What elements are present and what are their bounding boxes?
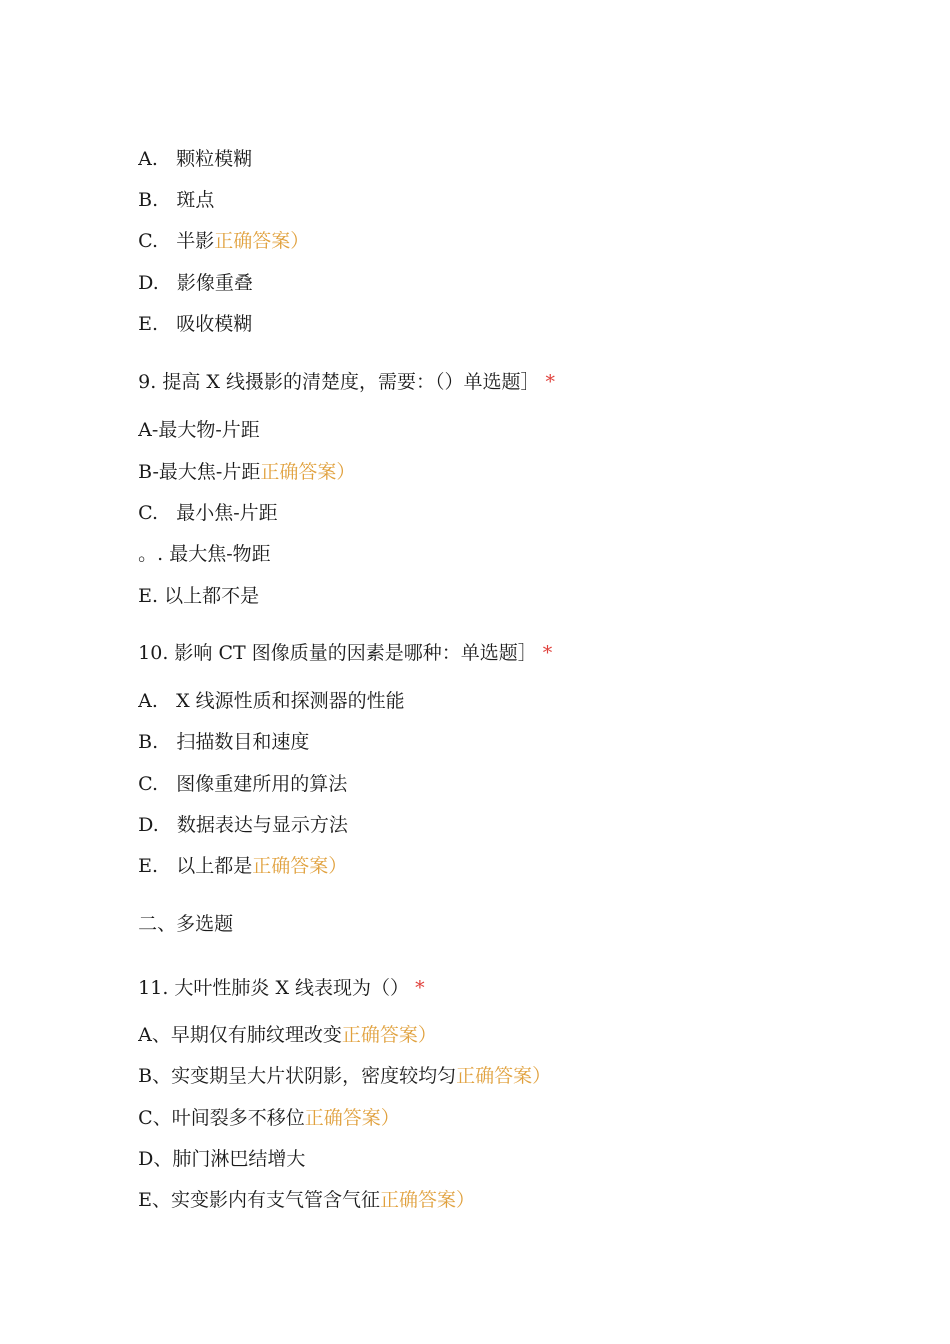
option-label: E. bbox=[138, 855, 159, 877]
option-text: 影像重叠 bbox=[176, 272, 253, 294]
correct-answer-marker: 正确答案） bbox=[341, 1024, 437, 1046]
option-text: D、肺门淋巴结增大 bbox=[138, 1148, 306, 1170]
section-heading: 二、多选题 bbox=[138, 913, 234, 935]
option-label: B. bbox=[138, 189, 159, 211]
option-text: B、实变期呈大片状阴影，密度较均匀 bbox=[138, 1065, 457, 1087]
option-label: E. bbox=[138, 313, 159, 335]
option-text: 以上都是 bbox=[176, 855, 253, 877]
option-text: X 线源性质和探测器的性能 bbox=[176, 690, 405, 712]
option-text: B-最大焦-片距 bbox=[138, 461, 261, 483]
correct-answer-marker: 正确答案） bbox=[214, 230, 310, 252]
option-label: A. bbox=[138, 690, 158, 712]
option-text: 数据表达与显示方法 bbox=[176, 814, 348, 836]
correct-answer-marker: 正确答案） bbox=[304, 1107, 400, 1129]
question-text: 11. 大叶性肺炎 X 线表现为（） bbox=[138, 977, 410, 999]
option-text: 颗粒模糊 bbox=[176, 148, 253, 170]
option-text: E. 以上都不是 bbox=[138, 585, 260, 607]
option-text: C、叶间裂多不移位 bbox=[138, 1107, 305, 1129]
required-star-icon: * bbox=[545, 371, 555, 393]
required-star-icon: * bbox=[415, 977, 425, 999]
question-text: 9. 提高 X 线摄影的清楚度，需要：（）单选题］ bbox=[138, 371, 540, 393]
option-text: A、早期仅有肺纹理改变 bbox=[138, 1024, 342, 1046]
question-text: 10. 影响 CT 图像质量的因素是哪种：单选题］ bbox=[138, 642, 537, 664]
correct-answer-marker: 正确答案） bbox=[260, 461, 356, 483]
option-text: A-最大物-片距 bbox=[138, 419, 260, 441]
correct-answer-marker: 正确答案） bbox=[252, 855, 348, 877]
option-text: 半影 bbox=[176, 230, 215, 252]
option-label: C. bbox=[138, 230, 159, 252]
option-label: B. bbox=[138, 731, 159, 753]
section-heading-multiple-choice bbox=[114, 888, 233, 960]
option-text: 。. 最大焦-物距 bbox=[138, 543, 271, 565]
option-text: 图像重建所用的算法 bbox=[176, 773, 348, 795]
option-label: D. bbox=[138, 272, 159, 294]
option-label: A. bbox=[138, 148, 158, 170]
option-label: C. bbox=[138, 773, 159, 795]
option-text: 斑点 bbox=[176, 189, 215, 211]
option-label: D. bbox=[138, 814, 159, 836]
q11-option-e bbox=[114, 1164, 475, 1236]
correct-answer-marker: 正确答案） bbox=[380, 1189, 476, 1211]
required-star-icon: * bbox=[542, 642, 553, 664]
option-text: 吸收模糊 bbox=[176, 313, 253, 335]
option-text: 扫描数目和速度 bbox=[176, 731, 310, 753]
option-text: E、实变影内有支气管含气征 bbox=[138, 1189, 381, 1211]
option-text: C. 最小焦-片距 bbox=[138, 502, 278, 524]
correct-answer-marker: 正确答案） bbox=[456, 1065, 552, 1087]
